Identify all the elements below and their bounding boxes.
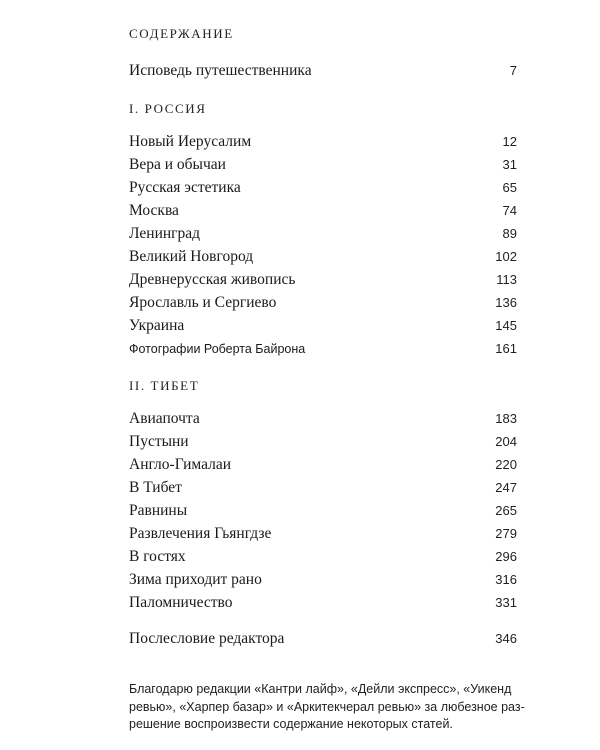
toc-entry-title: В Тибет [129, 479, 182, 496]
toc-entry-page: 136 [495, 295, 517, 310]
toc-entry-page: 316 [495, 572, 517, 587]
toc-entry-title: Развлечения Гьянгдзе [129, 525, 272, 542]
toc-entry-page: 161 [495, 341, 517, 356]
toc-entry-title: Украина [129, 317, 185, 334]
acknowledgement-note [129, 681, 525, 734]
toc-entry-page: 279 [495, 526, 517, 541]
toc-entry-title: Вера и обычаи [129, 156, 226, 173]
toc-entry-photos [129, 341, 517, 361]
toc-entry [129, 525, 517, 545]
toc-entry-page: 204 [495, 434, 517, 449]
toc-entry [129, 433, 517, 453]
toc-entry [129, 502, 517, 522]
toc-entry-page: 183 [495, 411, 517, 426]
toc-entry [129, 456, 517, 476]
toc-entry-title: Равнины [129, 502, 188, 519]
toc-entry-page: 65 [502, 180, 517, 195]
toc-entry-title: Великий Новгород [129, 248, 254, 265]
toc-entry [129, 248, 517, 268]
toc-entry-page: 265 [495, 503, 517, 518]
toc-entry-page: 247 [495, 480, 517, 495]
toc-entry-title: Москва [129, 202, 179, 219]
toc-entry-page: 7 [509, 63, 517, 78]
toc-entry-title: Паломничество [129, 594, 233, 611]
toc-entry-page: 12 [502, 134, 517, 149]
toc-entry-title: Ярославль и Сергиево [129, 294, 277, 311]
toc-entry-page: 102 [495, 249, 517, 264]
toc-entry-page: 113 [496, 272, 517, 287]
toc-entry-afterword [129, 630, 517, 650]
toc-entry-title: Русская эстетика [129, 179, 241, 196]
note-line: Благодарю редакции «Кантри лайф», «Дейли экспресс», «Уикенд [129, 682, 512, 696]
toc-entry-title: Пустыни [129, 433, 189, 450]
toc-entry-page: 296 [495, 549, 517, 564]
toc-entry-title: Ленинград [129, 225, 201, 242]
toc-entry [129, 479, 517, 499]
toc-entry-page: 145 [495, 318, 517, 333]
toc-entry [129, 133, 517, 153]
toc-entry [129, 202, 517, 222]
toc-entry-page: 346 [495, 631, 517, 646]
toc-entry-title: Древнерусская живопись [129, 271, 296, 288]
toc-entry-page: 74 [502, 203, 517, 218]
toc-entry [129, 317, 517, 337]
toc-entry-title: Фотографии Роберта Байрона [129, 342, 306, 356]
note-line: ревью», «Харпер базар» и «Аркитекчерал ревью» за любезное раз- [129, 699, 525, 714]
toc-entry [129, 410, 517, 430]
section-heading-russia: I. РОССИЯ [129, 101, 207, 116]
toc-entry-page: 331 [495, 595, 517, 610]
toc-entry-title: Исповедь путешественника [129, 62, 312, 79]
toc-entry-page: 220 [495, 457, 517, 472]
toc-entry-title: Послесловие редактора [129, 630, 285, 647]
toc-entry-title: В гостях [129, 548, 186, 565]
toc-entry-page: 31 [502, 157, 517, 172]
toc-entry [129, 571, 517, 591]
toc-entry [129, 225, 517, 245]
toc-entry [129, 594, 517, 614]
toc-entry-title: Зима приходит рано [129, 571, 262, 588]
toc-entry [129, 294, 517, 314]
contents-heading: СОДЕРЖАНИЕ [129, 26, 234, 41]
toc-entry-title: Новый Иерусалим [129, 133, 252, 150]
toc-entry [129, 548, 517, 568]
toc-entry-intro [129, 62, 517, 82]
toc-entry [129, 271, 517, 291]
toc-entry-page: 89 [502, 226, 517, 241]
section-heading-tibet: II. ТИБЕТ [129, 378, 200, 393]
toc-entry [129, 156, 517, 176]
note-line: решение воспроизвести содержание некоторых статей. [129, 717, 453, 731]
toc-entry-title: Англо-Гималаи [129, 456, 231, 473]
toc-entry-title: Авиапочта [129, 410, 200, 427]
toc-entry [129, 179, 517, 199]
